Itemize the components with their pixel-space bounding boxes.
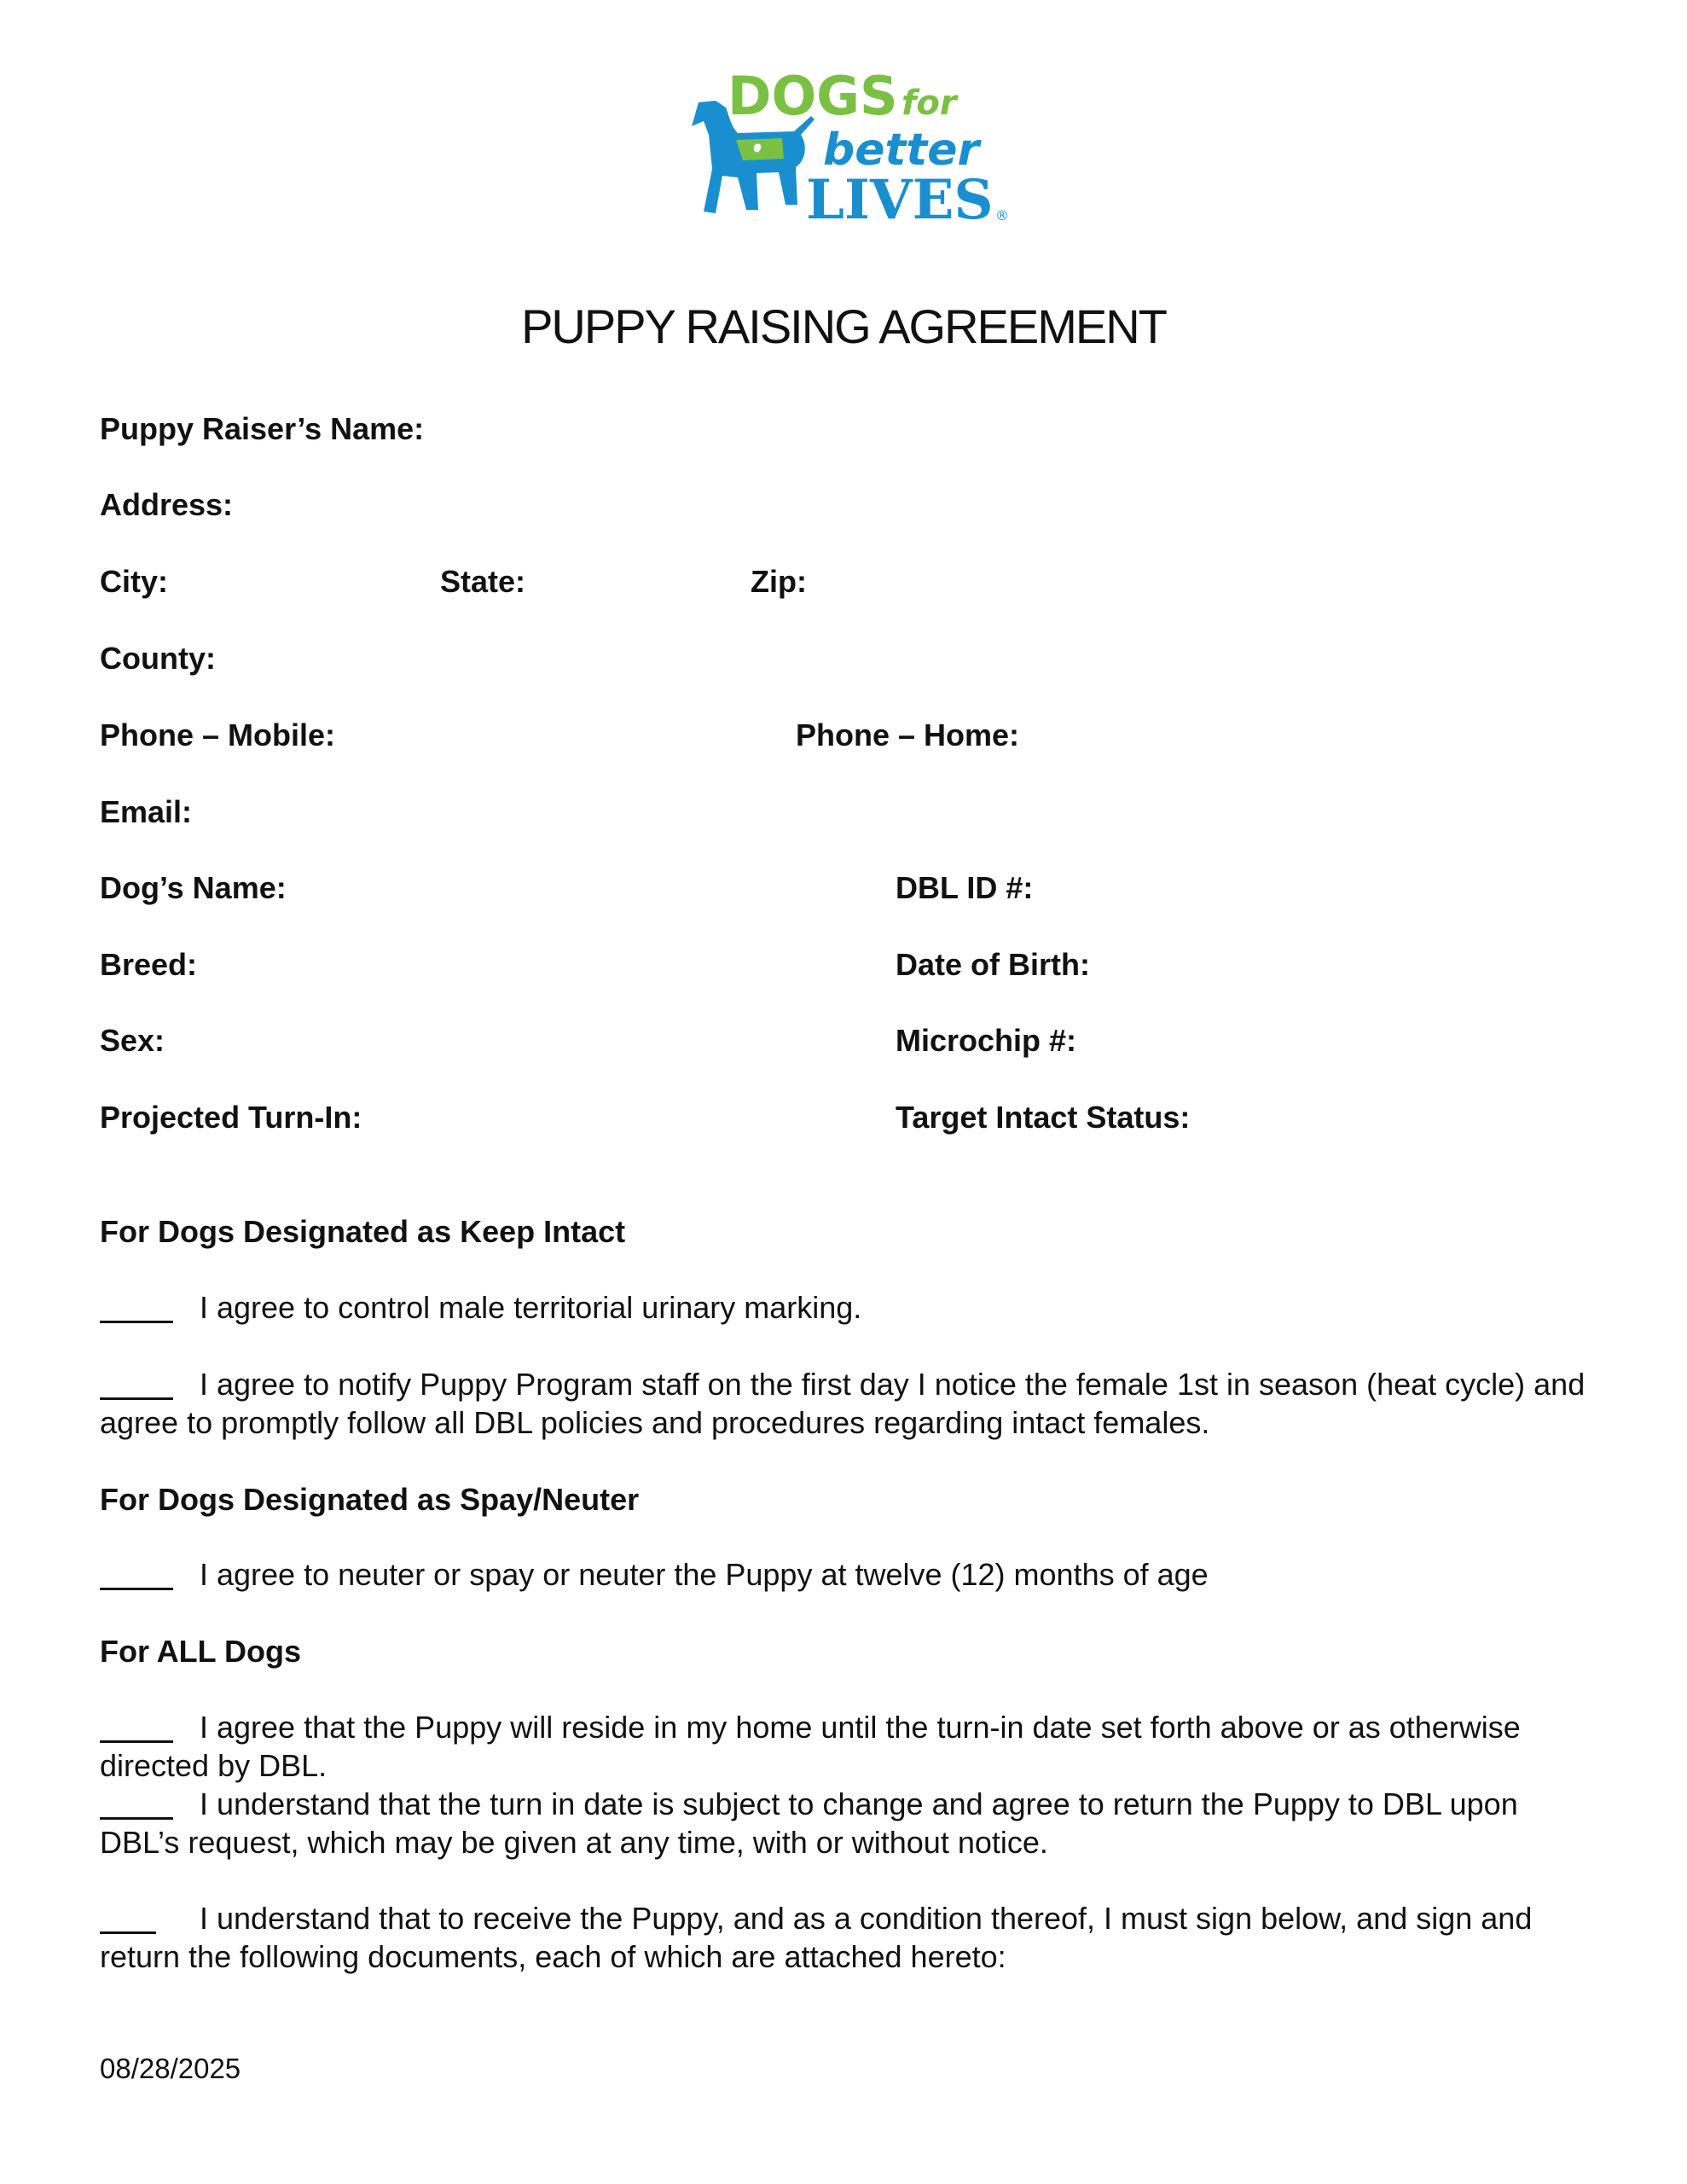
dbl-id-label: DBL ID #: [896,870,1034,905]
agreement-item: I agree to control male territorial urinary marking. [200,1290,862,1325]
address-label: Address: [100,487,234,522]
agreement-item: I agree to neuter or spay or neuter the Puppy at twelve (12) months of age [200,1557,1209,1592]
target-intact-status-label: Target Intact Status: [896,1100,1191,1135]
microchip-label: Microchip #: [896,1023,1077,1058]
logo-registered-mark: ® [995,207,1009,224]
page-title: PUPPY RAISING AGREEMENT [521,299,1166,353]
phone-mobile-label: Phone – Mobile: [100,717,336,752]
footer-date: 08/28/2025 [100,2053,241,2084]
zip-label: Zip: [751,564,807,599]
date-of-birth-label: Date of Birth: [896,947,1090,982]
state-label: State: [440,564,526,599]
email-label: Email: [100,794,193,829]
projected-turn-in-label: Projected Turn-In: [100,1100,362,1135]
logo-word-dogs: DOGS [728,67,898,127]
logo-word-for: for [901,84,957,123]
agreement-item: I understand that to receive the Puppy, and as a condition thereof, I must sign below, and sign and return the following documents, each of which are attached hereto: [100,1901,1533,1974]
city-label: City: [100,564,168,599]
raiser-name-label: Puppy Raiser’s Name: [100,411,425,446]
dog-name-label: Dog’s Name: [100,870,287,905]
phone-home-label: Phone – Home: [796,717,1020,752]
agreement-item: I agree to notify Puppy Program staff on the first day I notice the female 1st in season (heat cycle) and agree to promptly follow all DBL policies and procedures regarding intact females. [100,1367,1586,1440]
dogs-for-better-lives-logo [687,67,1011,224]
logo-word-better: better [823,125,980,176]
agreement-item: I agree that the Puppy will reside in my home until the turn-in date set forth above or as otherwise directed by DBL. [100,1710,1521,1783]
county-label: County: [100,641,216,676]
section-heading-spay-neuter: For Dogs Designated as Spay/Neuter [100,1482,640,1517]
agreement-item: I understand that the turn in date is subject to change and agree to return the Puppy to DBL upon DBL’s request, which may be given at any time, with or without notice. [100,1786,1518,1860]
sex-label: Sex: [100,1023,165,1058]
section-heading-all-dogs: For ALL Dogs [100,1634,301,1669]
logo-word-lives: LIVES [806,168,994,224]
breed-label: Breed: [100,947,198,982]
section-heading-keep-intact: For Dogs Designated as Keep Intact [100,1214,626,1249]
